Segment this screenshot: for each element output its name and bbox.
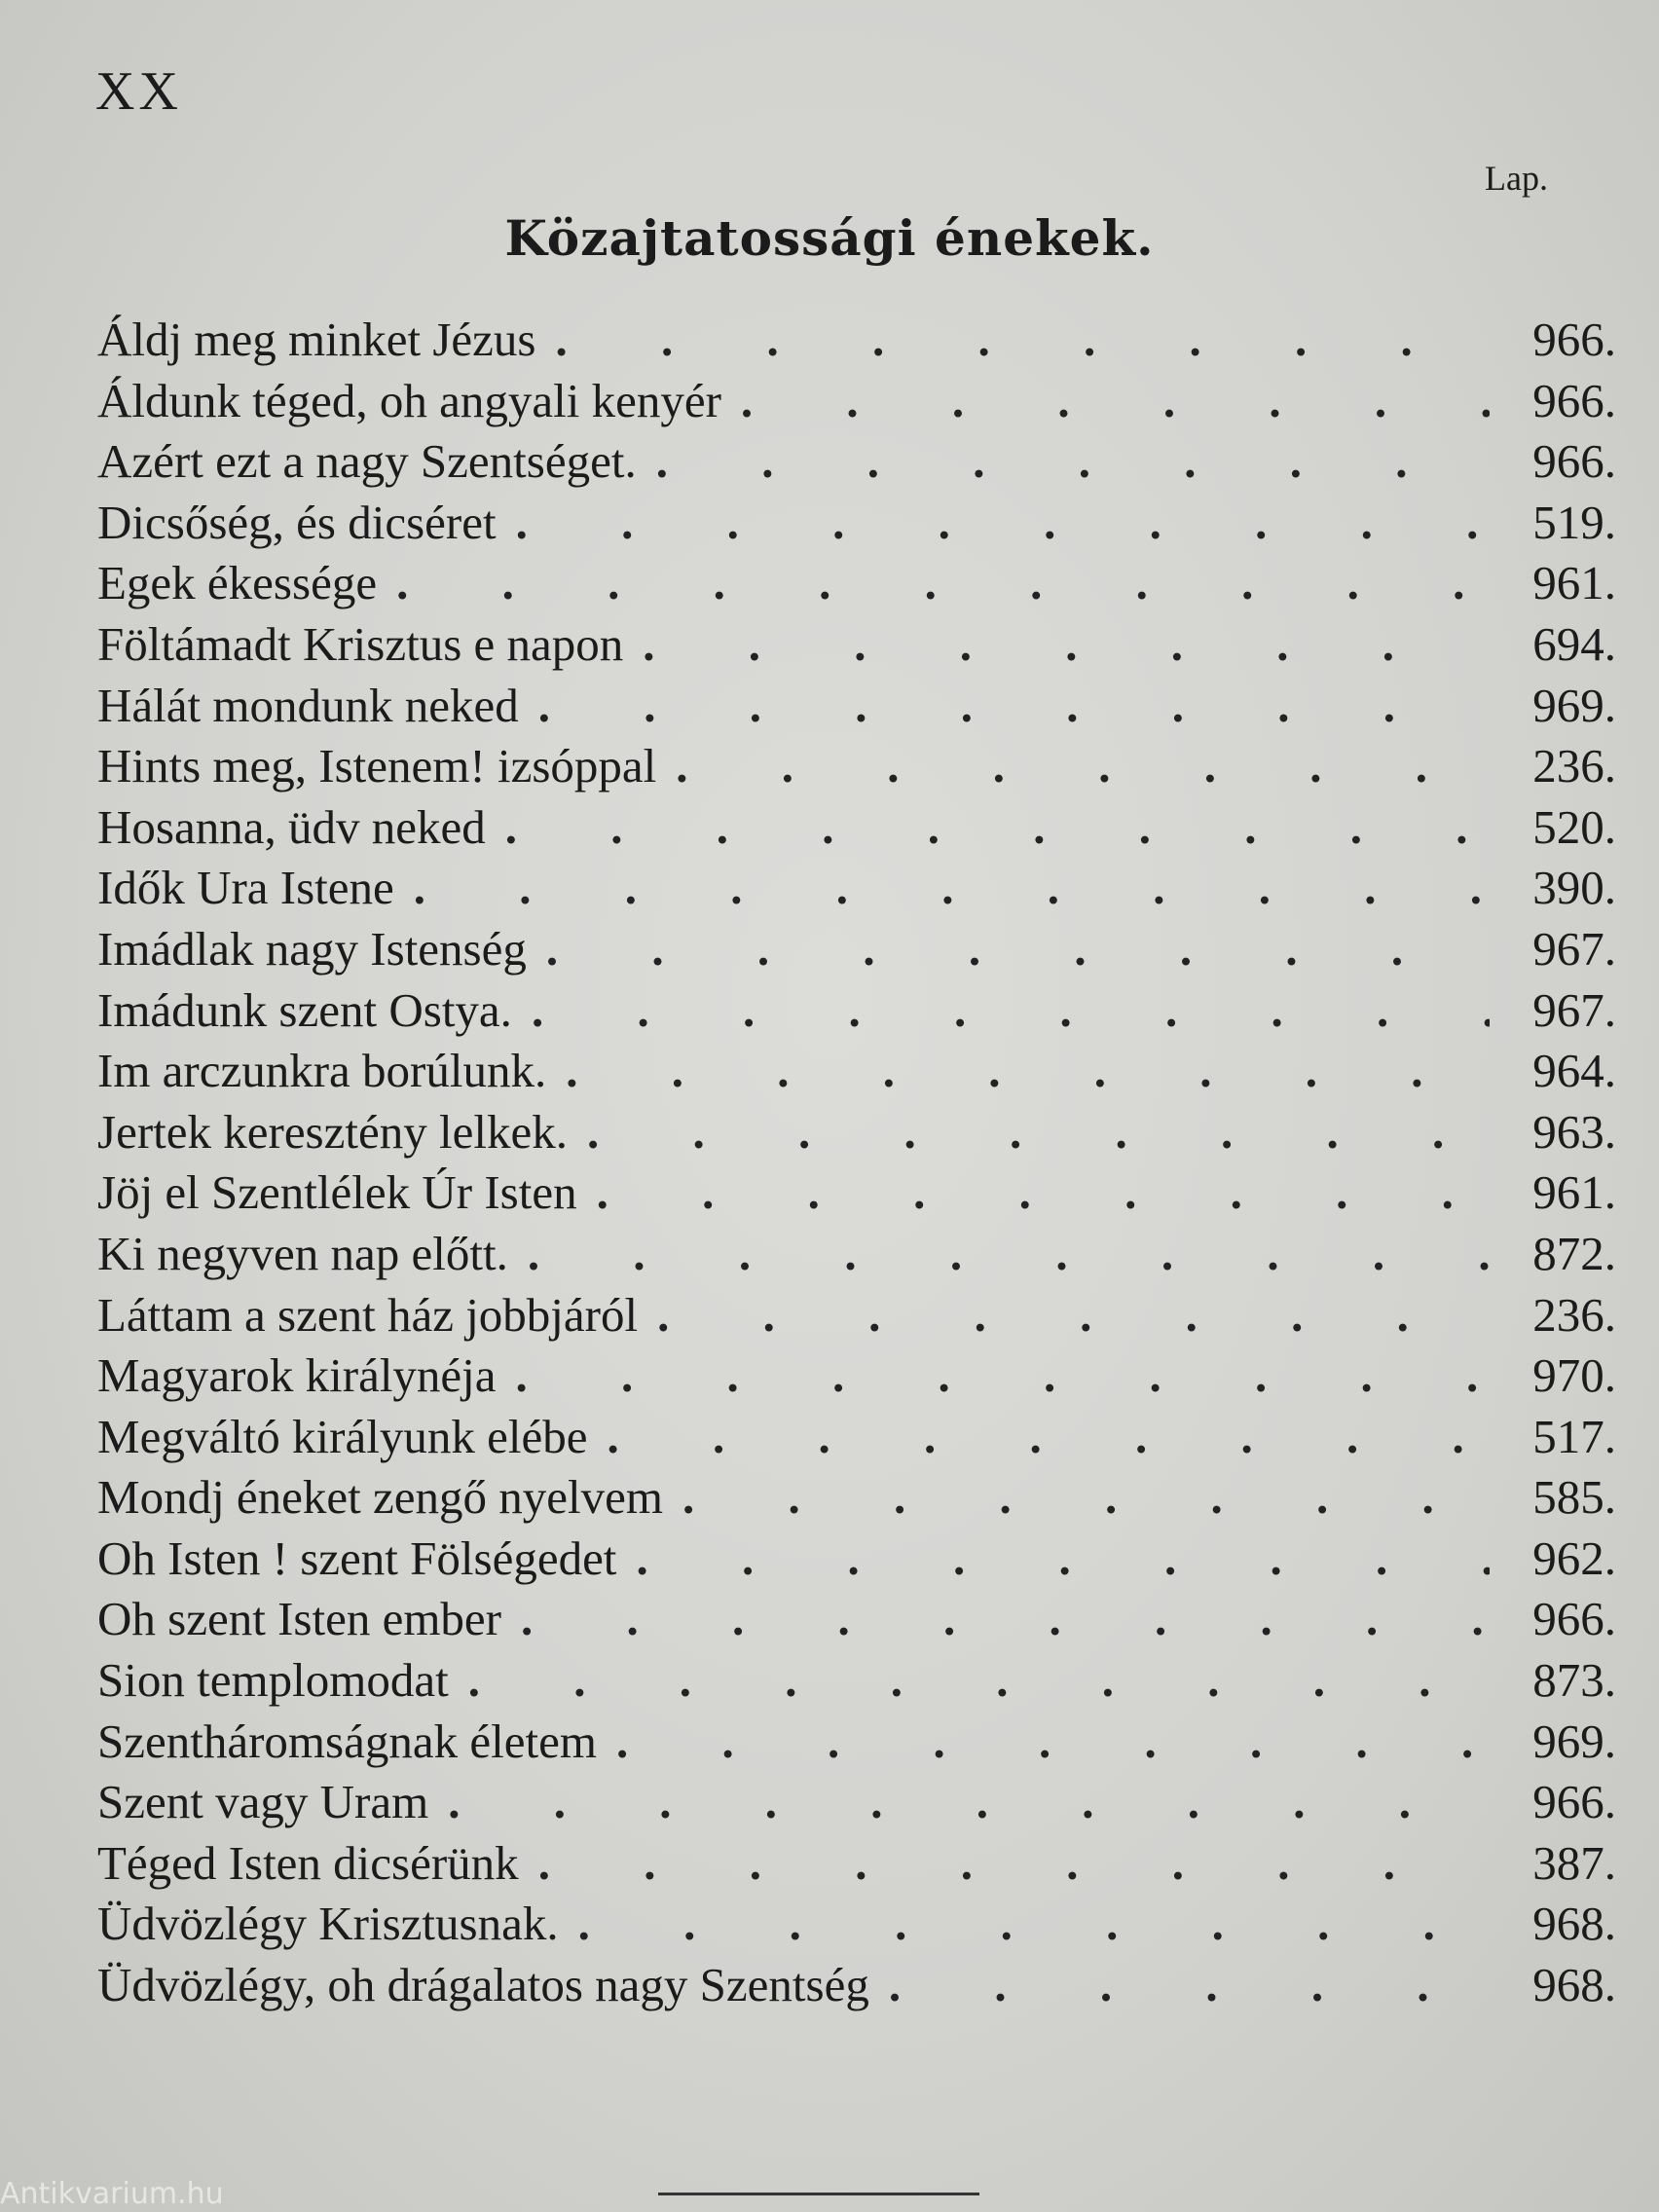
index-entry bbox=[97, 1102, 1616, 1163]
entry-title: Jöj el Szentlélek Úr Isten bbox=[97, 1165, 577, 1220]
index-entry bbox=[97, 1589, 1616, 1650]
index-entry bbox=[97, 1162, 1616, 1224]
dot-leader bbox=[394, 858, 1490, 918]
index-entry bbox=[97, 1894, 1616, 1955]
dot-leader bbox=[497, 493, 1490, 553]
dot-leader bbox=[616, 1529, 1490, 1589]
entry-page: 872. bbox=[1532, 1226, 1616, 1280]
entry-page: 967. bbox=[1532, 982, 1616, 1037]
entry-title: Im arczunkra borúlunk. bbox=[97, 1044, 547, 1098]
index-entry bbox=[97, 980, 1616, 1042]
index-entry bbox=[97, 1833, 1616, 1895]
dot-leader bbox=[377, 553, 1490, 613]
index-entry bbox=[97, 1285, 1616, 1346]
index-entry bbox=[97, 493, 1616, 554]
entry-page: 520. bbox=[1532, 799, 1616, 854]
dot-leader bbox=[568, 1102, 1490, 1162]
entry-page: 968. bbox=[1532, 1958, 1616, 2012]
entry-page: 236. bbox=[1532, 1287, 1616, 1342]
entry-page: 966. bbox=[1532, 313, 1616, 366]
index-entry bbox=[97, 1041, 1616, 1102]
index-entry bbox=[97, 1224, 1616, 1285]
entry-title: Hálát mondunk neked bbox=[97, 678, 519, 732]
dot-leader bbox=[501, 1589, 1490, 1649]
entry-page: 961. bbox=[1532, 1165, 1616, 1220]
index-entry bbox=[97, 736, 1616, 797]
entry-page: 963. bbox=[1532, 1104, 1616, 1159]
watermark: Antikvarium.hu bbox=[0, 2177, 224, 2211]
entry-page: 969. bbox=[1532, 1714, 1616, 1768]
index-entry bbox=[97, 1346, 1616, 1407]
entry-title: Szent vagy Uram bbox=[97, 1775, 429, 1829]
index-entry bbox=[97, 431, 1616, 493]
entry-title: Mondj éneket zengő nyelvem bbox=[97, 1470, 664, 1525]
dot-leader bbox=[721, 371, 1490, 431]
entry-title: Láttam a szent ház jobbjáról bbox=[97, 1287, 639, 1342]
index-entry bbox=[97, 1772, 1616, 1833]
index-entry bbox=[97, 858, 1616, 919]
index-entry bbox=[97, 1529, 1616, 1590]
entry-title: Egek ékessége bbox=[97, 556, 378, 610]
entry-title: Jertek keresztény lelkek. bbox=[97, 1104, 568, 1159]
entry-title: Áldunk téged, oh angyali kenyér bbox=[97, 373, 721, 427]
entry-page: 966. bbox=[1532, 434, 1616, 489]
entry-page: 961. bbox=[1532, 556, 1616, 610]
entry-page: 585. bbox=[1532, 1470, 1616, 1525]
entry-page: 967. bbox=[1532, 921, 1616, 976]
entry-title: Oh Isten ! szent Fölségedet bbox=[97, 1530, 617, 1585]
dot-leader bbox=[449, 1650, 1490, 1711]
entry-page: 966. bbox=[1532, 373, 1616, 427]
entry-page: 964. bbox=[1532, 1044, 1616, 1098]
dot-leader bbox=[508, 1224, 1490, 1284]
bottom-rule bbox=[658, 2193, 979, 2195]
entry-page: 962. bbox=[1532, 1530, 1616, 1585]
dot-leader bbox=[577, 1162, 1490, 1223]
entry-page: 236. bbox=[1532, 739, 1616, 793]
dot-leader bbox=[486, 797, 1490, 858]
index-entry bbox=[97, 1407, 1616, 1468]
entry-title: Szentháromságnak életem bbox=[97, 1714, 597, 1768]
entry-page: 390. bbox=[1532, 861, 1616, 915]
index-entry bbox=[97, 1467, 1616, 1529]
entry-title: Üdvözlégy Krisztusnak. bbox=[97, 1897, 559, 1951]
entry-page: 970. bbox=[1532, 1348, 1616, 1403]
entry-title: Áldj meg minket Jézus bbox=[97, 313, 536, 366]
dot-leader bbox=[656, 736, 1490, 796]
dot-leader bbox=[535, 310, 1490, 370]
page-number: XX bbox=[95, 61, 182, 122]
dot-leader bbox=[428, 1772, 1490, 1832]
dot-leader bbox=[663, 1467, 1490, 1528]
entry-title: Hosanna, üdv neked bbox=[97, 799, 486, 854]
entry-page: 387. bbox=[1532, 1835, 1616, 1890]
entry-title: Hints meg, Istenem! izsóppal bbox=[97, 739, 657, 793]
entry-title: Imádlak nagy Istenség bbox=[97, 921, 527, 976]
index-entry bbox=[97, 553, 1616, 614]
dot-leader bbox=[587, 1407, 1490, 1467]
entry-title: Téged Isten dicsérünk bbox=[97, 1835, 519, 1890]
index-entry bbox=[97, 1712, 1616, 1773]
page-column-label: Lap. bbox=[1485, 159, 1548, 198]
entry-title: Oh szent Isten ember bbox=[97, 1592, 501, 1646]
entry-title: Megváltó királyunk elébe bbox=[97, 1409, 588, 1463]
entry-page: 966. bbox=[1532, 1775, 1616, 1829]
index-entry bbox=[97, 614, 1616, 676]
index-entry bbox=[97, 371, 1616, 432]
dot-leader bbox=[597, 1712, 1490, 1772]
entry-page: 694. bbox=[1532, 616, 1616, 671]
entry-title: Sion templomodat bbox=[97, 1653, 449, 1708]
dot-leader bbox=[512, 980, 1490, 1041]
entry-page: 969. bbox=[1532, 678, 1616, 732]
entry-title: Magyarok királynéja bbox=[97, 1348, 497, 1403]
index-entry bbox=[97, 919, 1616, 980]
dot-leader bbox=[638, 1285, 1490, 1346]
dot-leader bbox=[497, 1346, 1490, 1406]
dot-leader bbox=[637, 431, 1490, 492]
entry-title: Idők Ura Istene bbox=[97, 861, 394, 915]
dot-leader bbox=[546, 1041, 1490, 1101]
hymn-index-list bbox=[97, 310, 1616, 2016]
dot-leader bbox=[519, 676, 1490, 736]
index-entry bbox=[97, 676, 1616, 737]
dot-leader bbox=[869, 1955, 1490, 2015]
entry-title: Imádunk szent Ostya. bbox=[97, 982, 512, 1037]
entry-page: 873. bbox=[1532, 1653, 1616, 1708]
entry-page: 519. bbox=[1532, 495, 1616, 549]
entry-title: Ki negyven nap előtt. bbox=[97, 1226, 508, 1280]
dot-leader bbox=[527, 919, 1490, 979]
entry-title: Üdvözlégy, oh drágalatos nagy Szentség bbox=[97, 1958, 869, 2012]
dot-leader bbox=[519, 1833, 1490, 1894]
entry-page: 966. bbox=[1532, 1592, 1616, 1646]
dot-leader bbox=[559, 1894, 1490, 1954]
entry-page: 968. bbox=[1532, 1897, 1616, 1951]
index-entry bbox=[97, 310, 1616, 371]
dot-leader bbox=[623, 614, 1490, 675]
entry-title: Azért ezt a nagy Szentséget. bbox=[97, 434, 637, 489]
entry-title: Föltámadt Krisztus e napon bbox=[97, 616, 624, 671]
section-title: Közajtatossági énekek. bbox=[504, 209, 1155, 267]
index-entry bbox=[97, 1955, 1616, 2016]
entry-title: Dicsőség, és dicséret bbox=[97, 495, 497, 549]
entry-page: 517. bbox=[1532, 1409, 1616, 1463]
index-entry bbox=[97, 797, 1616, 859]
index-entry bbox=[97, 1650, 1616, 1712]
